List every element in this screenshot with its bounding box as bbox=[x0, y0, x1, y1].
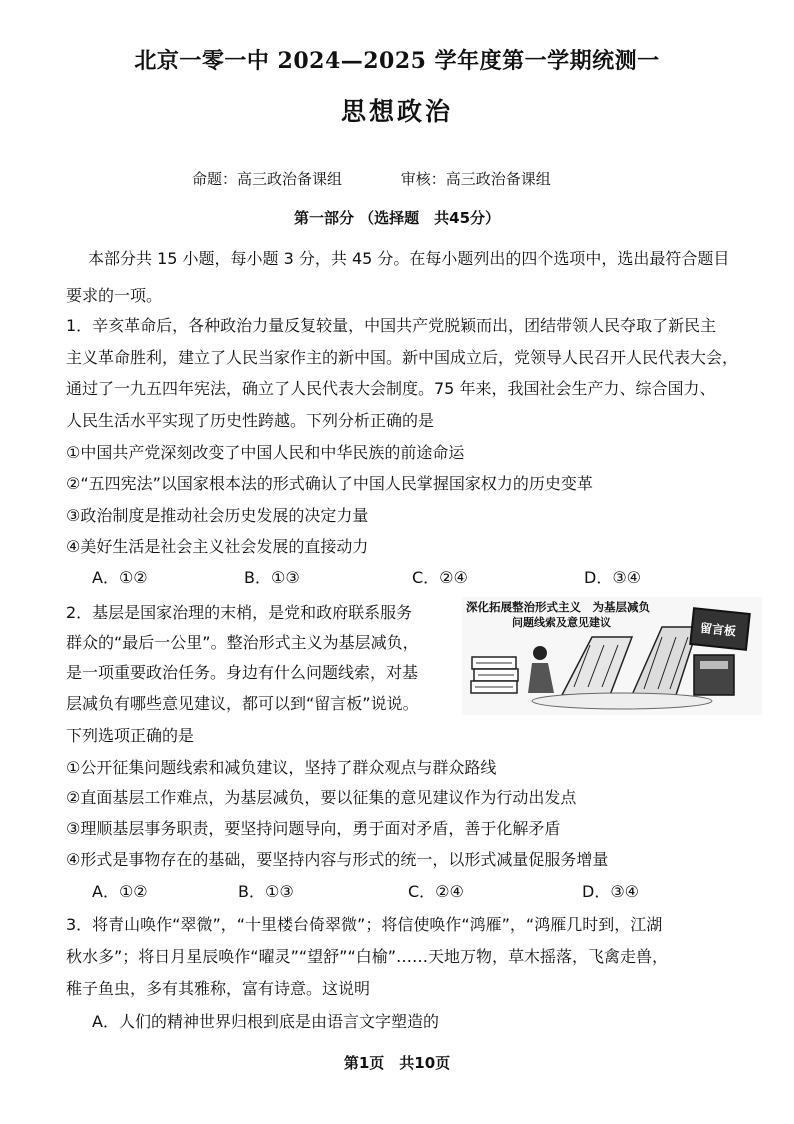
q2-poster-image bbox=[462, 597, 762, 715]
q1-stem-line-3: 通过了一九五四年宪法，确立了人民代表大会制度。75 年来，我国社会生产力、综合国力、 bbox=[66, 379, 716, 398]
q1-stem-line-1: 1．辛亥革命后，各种政治力量反复较量，中国共产党脱颖而出，团结带领人民夺取了新民主 bbox=[66, 316, 717, 335]
message-board-label: 留言板 bbox=[699, 620, 737, 639]
setter-text: 命题：高三政治备课组 bbox=[192, 170, 343, 188]
q3-option-a: A．人们的精神世界归根到底是由语言文字塑造的 bbox=[92, 1012, 439, 1031]
q3-stem-line-3: 稚子鱼虫，多有其雅称，富有诗意。这说明 bbox=[66, 979, 371, 998]
q1-stem-line-2: 主义革命胜利，建立了人民当家作主的新中国。新中国成立后，党领导人民召开人民代表大会， bbox=[66, 348, 739, 367]
q1-item-4: ④美好生活是社会主义社会发展的直接动力 bbox=[66, 537, 369, 556]
q1-option-a: A．①② bbox=[92, 568, 148, 587]
q3-stem-line-1: 3．将青山唤作“翠微”，“十里楼台倚翠微”；将信使唤作“鸿雁”，“鸿雁几时到，江湖 bbox=[66, 915, 663, 934]
page-number: 第1页 共10页 bbox=[343, 1054, 451, 1072]
q1-option-b: B．①③ bbox=[244, 568, 300, 587]
q1-item-2: ②“五四宪法”以国家根本法的形式确认了中国人民掌握国家权力的历史变革 bbox=[66, 474, 593, 493]
q2-option-a: A．①② bbox=[92, 882, 148, 901]
paper-stack-graphic bbox=[471, 657, 518, 693]
q2-stem-line-1: 2．基层是国家治理的末梢，是党和政府联系服务 bbox=[66, 603, 413, 622]
q2-option-c: C．②④ bbox=[408, 882, 464, 901]
q2-option-b: B．①③ bbox=[238, 882, 294, 901]
q3-stem-line-2: 秋水多”；将日月星辰唤作“曜灵”“望舒”“白榆”……天地万物，草木摇落，飞禽走兽， bbox=[66, 947, 669, 966]
q2-stem-line-4: 层减负有哪些意见建议，都可以到“留言板”说说。 bbox=[66, 694, 419, 713]
reviewer-text: 审核：高三政治备课组 bbox=[400, 170, 551, 188]
q2-item-4: ④形式是事物存在的基础，要坚持内容与形式的统一，以形式减量促服务增量 bbox=[66, 850, 609, 869]
subject-title: 思想政治 bbox=[340, 97, 453, 126]
q2-item-3: ③理顺基层事务职责，要坚持问题导向，勇于面对矛盾，善于化解矛盾 bbox=[66, 819, 561, 838]
q2-stem-line-2: 群众的“最后一公里”。整治形式主义为基层减负， bbox=[66, 633, 419, 652]
poster-caption-2: 问题线索及意见建议 bbox=[512, 616, 611, 629]
q2-option-d: D．③④ bbox=[582, 882, 640, 901]
poster-caption-1: 深化拓展整治形式主义 为基层减负 bbox=[466, 600, 650, 614]
q1-option-c: C．②④ bbox=[412, 568, 468, 587]
q1-item-1: ①中国共产党深刻改变了中国人民和中华民族的前途命运 bbox=[66, 443, 465, 462]
section-title: 第一部分 （选择题 共45分） bbox=[293, 209, 501, 227]
q2-item-1: ①公开征集问题线索和减负建议，坚持了群众观点与群众路线 bbox=[66, 758, 497, 777]
section-intro-line-2: 要求的一项。 bbox=[66, 286, 163, 305]
section-intro-line-1: 本部分共 15 小题，每小题 3 分，共 45 分。在每小题列出的四个选项中，选出最符合题目 bbox=[88, 249, 730, 268]
q2-item-2: ②直面基层工作难点，为基层减负，要以征集的意见建议作为行动出发点 bbox=[66, 788, 577, 807]
authors-line bbox=[192, 168, 551, 189]
q1-item-3: ③政治制度是推动社会历史发展的决定力量 bbox=[66, 506, 369, 525]
q1-option-d: D．③④ bbox=[584, 568, 642, 587]
q1-stem-line-4: 人民生活水平实现了历史性跨越。下列分析正确的是 bbox=[66, 411, 435, 430]
exam-title: 北京一零一中 2024—2025 学年度第一学期统测一 bbox=[134, 48, 660, 74]
q2-stem-line-5: 下列选项正确的是 bbox=[66, 726, 195, 745]
q2-stem-line-3: 是一项重要政治任务。身边有什么问题线索，对基 bbox=[66, 663, 419, 682]
